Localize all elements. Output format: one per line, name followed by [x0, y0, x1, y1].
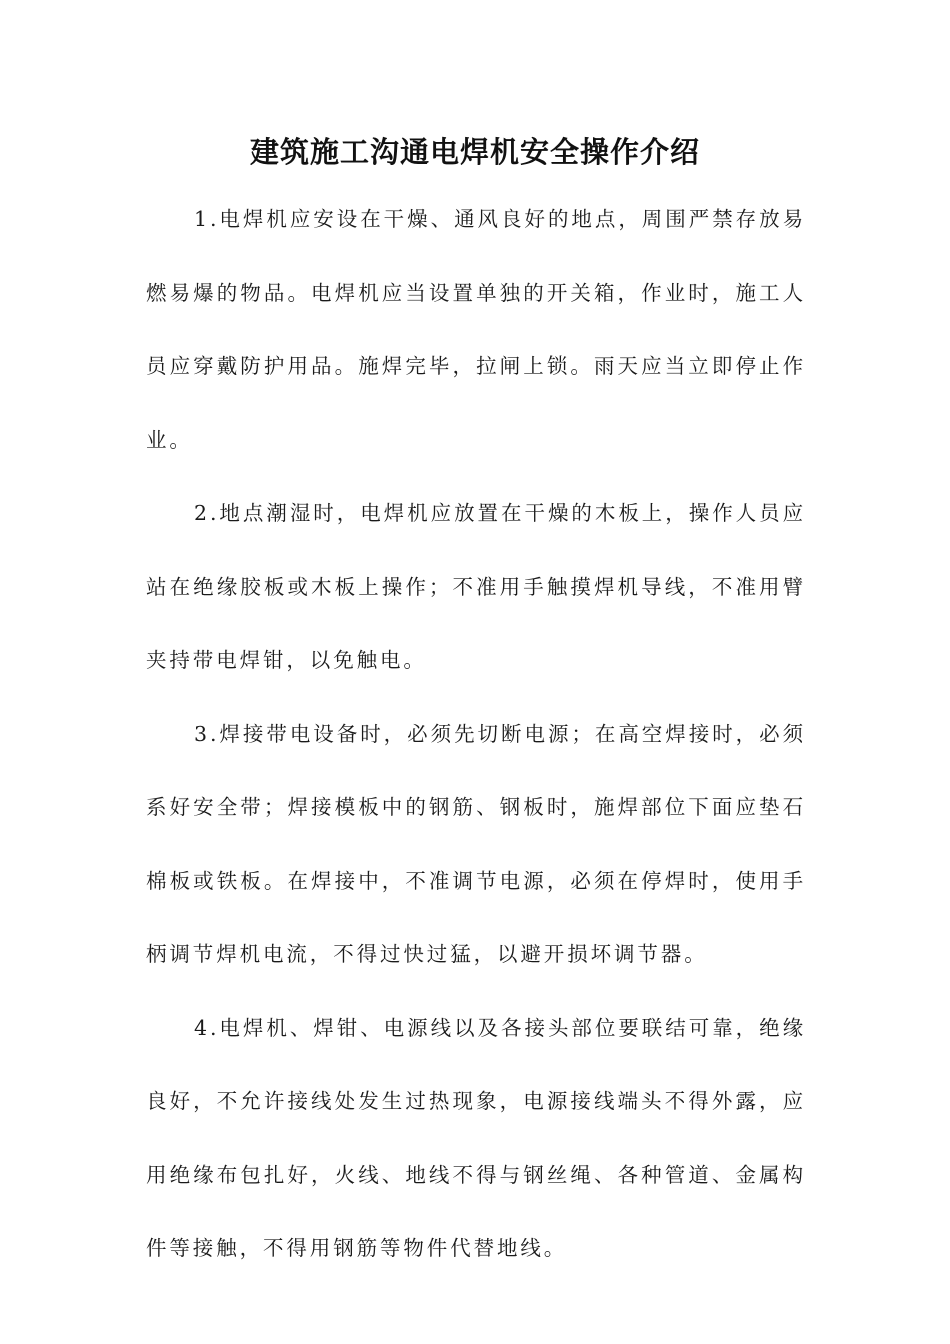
document-body	[146, 183, 806, 1286]
paragraph-1: 1.电焊机应安设在干燥、通风良好的地点，周围严禁存放易燃易爆的物品。电焊机应当设置单独的开关箱，作业时，施工人员应穿戴防护用品。施焊完毕，拉闸上锁。雨天应当立即停止作业。	[146, 207, 806, 452]
paragraph-3: 3.焊接带电设备时，必须先切断电源；在高空焊接时，必须系好安全带；焊接模板中的钢筋、钢板时，施焊部位下面应垫石棉板或铁板。在焊接中，不准调节电源，必须在停焊时，使用手柄调节焊机电流，不得过快过猛，以避开损坏调节器。	[146, 721, 806, 966]
paragraph-2: 2.地点潮湿时，电焊机应放置在干燥的木板上，操作人员应站在绝缘胶板或木板上操作；不准用手触摸焊机导线，不准用臂夹持带电焊钳，以免触电。	[146, 501, 806, 672]
paragraph-4: 4.电焊机、焊钳、电源线以及各接头部位要联结可靠，绝缘良好，不允许接线处发生过热现象，电源接线端头不得外露，应用绝缘布包扎好，火线、地线不得与钢丝绳、各种管道、金属构件等接触，不得用钢筋等物件代替地线。	[146, 1015, 806, 1260]
document-title: 建筑施工沟通电焊机安全操作介绍	[249, 135, 700, 169]
